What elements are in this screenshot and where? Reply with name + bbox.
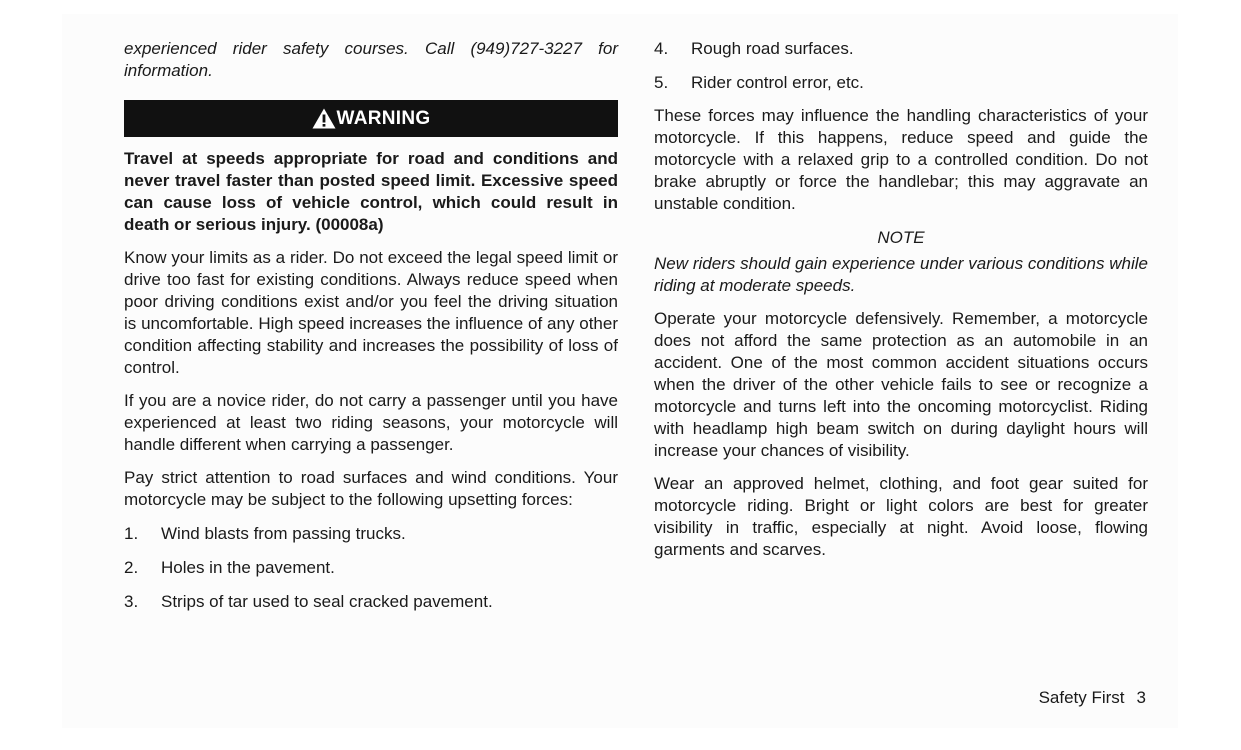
list-item [124, 591, 618, 613]
note-title: NOTE [877, 228, 925, 247]
paragraph-protective-gear: Wear an approved helmet, clothing, and foot gear suited for motorcycle riding. Bright or light colors are best for greater visibility in traffic, especially at night. Avoid loose, flowing garments and scarves. [654, 474, 1148, 559]
footer-section-title: Safety First [1038, 688, 1125, 707]
paragraph-defensive-riding: Operate your motorcycle defensively. Remember, a motorcycle does not afford the same protection as an automobile in an accident. One of the most common accident situations occurs when the driver of the other vehicle fails to see or recognize a motorcycle and turns left into the oncoming motorcyclist. Riding with headlamp high beam switch on during daylight hours will increase your chances of visibility. [654, 309, 1148, 460]
paragraph-handling: These forces may influence the handling characteristics of your motorcycle. If this happens, reduce speed and guide the motorcycle with a relaxed grip to a controlled condition. Do not brake abruptly or force the handlebar; this may aggravate an unstable condition. [654, 106, 1148, 213]
list-item-number: 2. [124, 558, 139, 577]
list-item [124, 557, 618, 579]
list-item [654, 38, 1148, 60]
warning-triangle-icon [312, 108, 336, 129]
list-item-text: Strips of tar used to seal cracked pavement. [161, 592, 493, 611]
upsetting-forces-list-continued [654, 38, 1148, 94]
list-item-text: Holes in the pavement. [161, 558, 335, 577]
list-item-number: 1. [124, 524, 139, 543]
paragraph-road-surfaces: Pay strict attention to road surfaces and wind conditions. Your motorcycle may be subject to the following upsetting forces: [124, 468, 618, 509]
list-item-number: 4. [654, 39, 669, 58]
paragraph-know-your-limits: Know your limits as a rider. Do not exceed the legal speed limit or drive too fast for existing conditions. Always reduce speed when poor driving conditions exist and/or you feel the driving situation is uncomfortable. High speed increases the influence of any other condition affecting stability and increases the possibility of loss of control. [124, 248, 618, 377]
paragraph-novice-rider: If you are a novice rider, do not carry a passenger until you have experienced at least two riding seasons, your motorcycle will handle different when carrying a passenger. [124, 391, 618, 454]
note-text: New riders should gain experience under various conditions while riding at moderate speeds. [654, 254, 1148, 295]
list-item [124, 523, 618, 545]
left-column [124, 38, 618, 613]
intro-text: experienced rider safety courses. Call (949)727-3227 for information. [124, 39, 618, 80]
manual-page [62, 14, 1178, 728]
list-item-number: 3. [124, 592, 139, 611]
list-item [654, 72, 1148, 94]
upsetting-forces-list [124, 523, 618, 613]
list-item-number: 5. [654, 73, 669, 92]
page-number: 3 [1136, 688, 1146, 707]
list-item-text: Rider control error, etc. [691, 73, 864, 92]
list-item-text: Wind blasts from passing trucks. [161, 524, 406, 543]
warning-label: WARNING [336, 107, 431, 129]
list-item-text: Rough road surfaces. [691, 39, 854, 58]
right-column [654, 38, 1148, 561]
page-footer [1039, 687, 1146, 709]
warning-text: Travel at speeds appropriate for road and conditions and never travel faster than posted speed limit. Excessive speed can cause loss of vehicle control, which could result in death or serious injury. (00008a) [124, 149, 618, 234]
warning-banner [124, 100, 618, 137]
